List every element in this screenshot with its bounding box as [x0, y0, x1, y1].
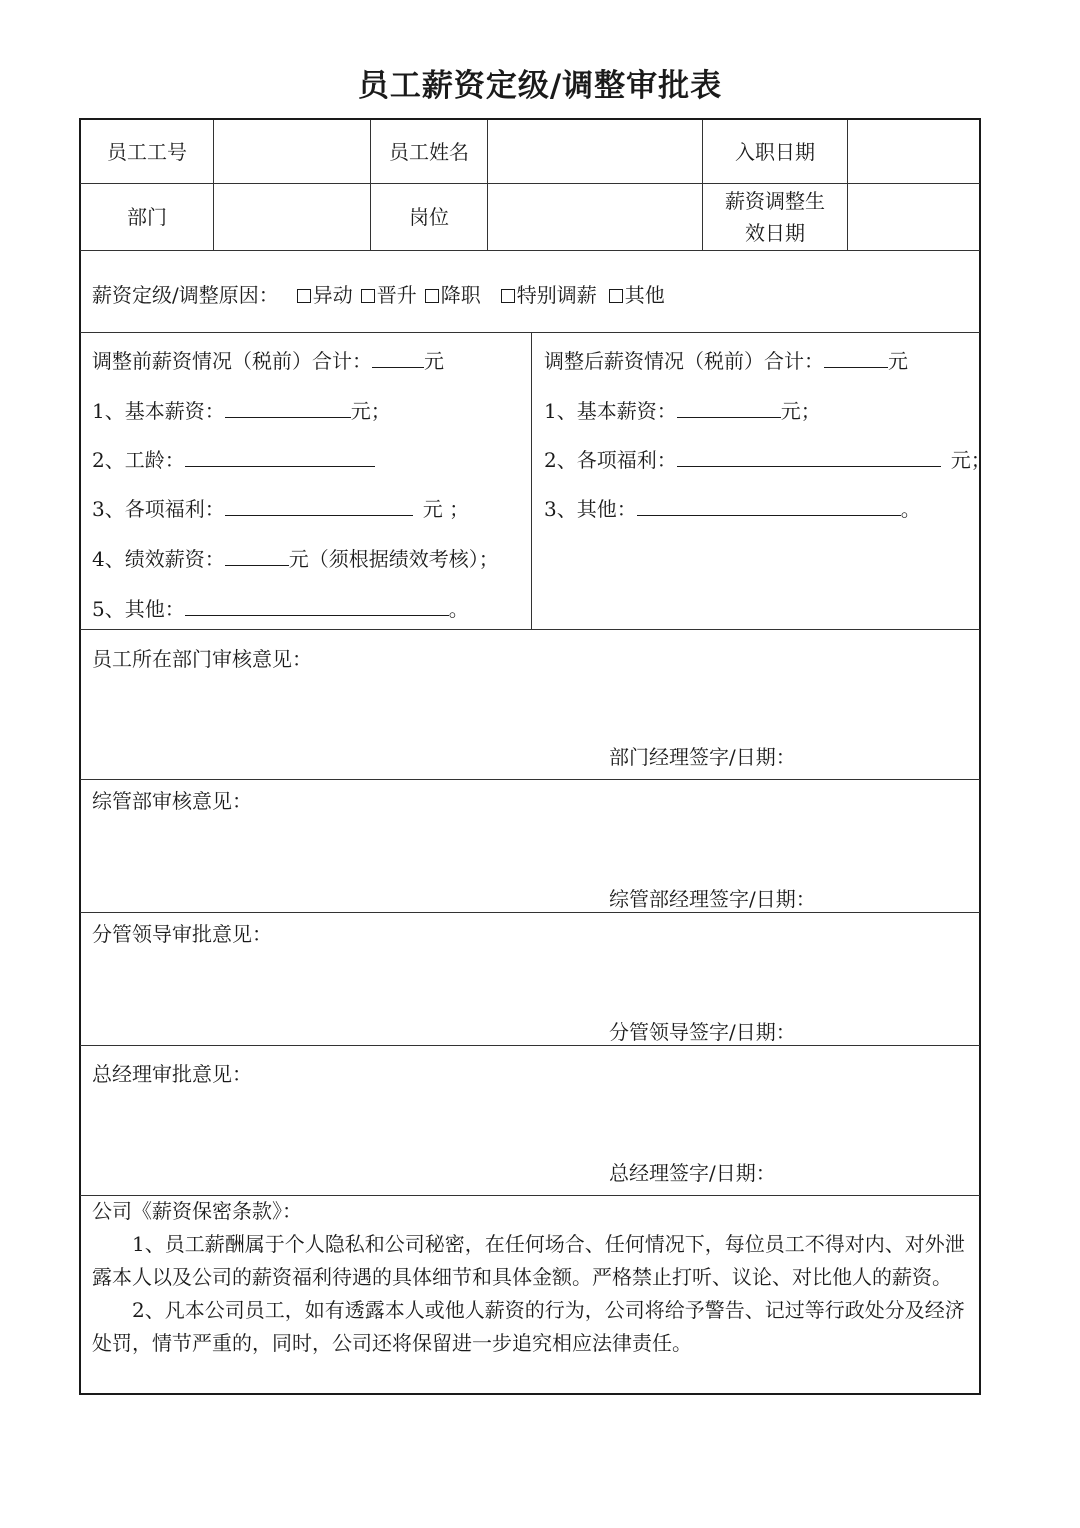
- effective-date-label-line2: 效日期: [745, 221, 805, 245]
- after-base-salary-unit: 元；: [780, 399, 821, 423]
- gm-signature-label: 总经理签字/日期：: [609, 1161, 776, 1185]
- leader-approval-area[interactable]: [81, 950, 979, 1010]
- yuan-unit: 元: [424, 349, 444, 373]
- confidentiality-clause-1: 1、员工薪酬属于个人隐私和公司秘密，在任何场合、任何情况下，每位员工不得对内、对外泄露本人以及公司的薪资福利待遇的具体细节和具体金额。严格禁止打听、议论、对比他人的薪资。: [92, 1232, 965, 1289]
- after-other-blank[interactable]: [637, 495, 901, 516]
- after-base-salary-line: [544, 395, 821, 424]
- department-label: 部门: [127, 205, 167, 229]
- after-total-label: 调整后薪资情况（税前）合计：: [544, 349, 824, 373]
- checkbox-icon: [425, 289, 439, 303]
- hire-date-field[interactable]: [848, 120, 979, 183]
- employee-id-label: 员工工号: [107, 139, 187, 164]
- effective-date-field[interactable]: [848, 184, 979, 250]
- before-other-end: 。: [448, 597, 469, 621]
- after-other-line: [544, 493, 921, 522]
- before-performance-unit: 元（须根据绩效考核）；: [288, 547, 499, 571]
- checkbox-icon: [609, 289, 623, 303]
- effective-date-label: [703, 184, 847, 250]
- before-base-salary-blank[interactable]: [225, 397, 351, 418]
- hire-date-label: 入职日期: [735, 139, 815, 164]
- gm-approval-label: 总经理审批意见：: [92, 1062, 252, 1086]
- col-divider: [531, 332, 532, 629]
- employee-name-field[interactable]: [488, 120, 702, 183]
- adjustment-reason-row: [92, 279, 673, 308]
- leader-approval-label: 分管领导审批意见：: [92, 922, 272, 946]
- before-benefits-unit: 元 ；: [422, 497, 470, 521]
- dept-manager-signature-label: 部门经理签字/日期：: [609, 745, 796, 769]
- row-divider: [80, 250, 980, 251]
- after-other-label: 3、其他：: [544, 497, 637, 521]
- before-benefits-blank[interactable]: [225, 495, 413, 516]
- before-other-blank[interactable]: [185, 595, 449, 616]
- before-performance-line: [92, 543, 499, 572]
- dept-review-label: 员工所在部门审核意见：: [92, 647, 312, 671]
- employee-name-label: 员工姓名: [389, 139, 469, 164]
- admin-review-label: 综管部审核意见：: [92, 789, 252, 813]
- adjustment-reason-label: 薪资定级/调整原因：: [92, 283, 279, 307]
- department-field[interactable]: [214, 184, 370, 250]
- after-other-end: 。: [900, 497, 921, 521]
- before-base-salary-label: 1、基本薪资：: [92, 399, 225, 423]
- after-total-blank[interactable]: [824, 347, 888, 368]
- checkbox-icon: [501, 289, 515, 303]
- checkbox-icon: [361, 289, 375, 303]
- reason-option-demotion[interactable]: 降职: [425, 283, 481, 307]
- after-base-salary-label: 1、基本薪资：: [544, 399, 677, 423]
- form-title: 员工薪资定级/调整审批表: [357, 68, 723, 104]
- reason-option-transfer[interactable]: 异动: [297, 283, 353, 307]
- gm-approval-area[interactable]: [81, 1090, 979, 1150]
- admin-review-area[interactable]: [81, 817, 979, 877]
- confidentiality-section: [92, 1195, 972, 1360]
- before-base-salary-line: [92, 395, 391, 424]
- row-divider: [80, 1045, 980, 1046]
- before-seniority-label: 2、工龄：: [92, 448, 185, 472]
- admin-manager-signature-label: 综管部经理签字/日期：: [609, 887, 816, 911]
- reason-option-promotion[interactable]: 晋升: [361, 283, 417, 307]
- before-seniority-line: [92, 444, 375, 473]
- after-base-salary-blank[interactable]: [677, 397, 781, 418]
- after-benefits-label: 2、各项福利：: [544, 448, 677, 472]
- reason-option-other[interactable]: 其他: [609, 283, 665, 307]
- row-divider: [80, 779, 980, 780]
- after-benefits-unit: 元；: [950, 448, 991, 472]
- leader-signature-label: 分管领导签字/日期：: [609, 1020, 796, 1044]
- before-performance-blank[interactable]: [225, 545, 289, 566]
- before-benefits-label: 3、各项福利：: [92, 497, 225, 521]
- checkbox-icon: [297, 289, 311, 303]
- employee-id-field[interactable]: [214, 120, 370, 183]
- after-benefits-blank[interactable]: [677, 446, 941, 467]
- row-divider: [80, 912, 980, 913]
- before-benefits-line: [92, 493, 469, 522]
- confidentiality-heading: 公司《薪资保密条款》：: [92, 1199, 302, 1223]
- position-label: 岗位: [409, 205, 449, 229]
- before-total-label: 调整前薪资情况（税前）合计：: [92, 349, 372, 373]
- before-base-salary-unit: 元；: [350, 399, 391, 423]
- effective-date-label-line1: 薪资调整生: [725, 189, 825, 213]
- row-divider: [80, 629, 980, 630]
- before-seniority-blank[interactable]: [185, 446, 375, 467]
- before-performance-label: 4、绩效薪资：: [92, 547, 225, 571]
- before-total-blank[interactable]: [372, 347, 424, 368]
- dept-review-area[interactable]: [81, 675, 979, 735]
- confidentiality-clause-2: 2、凡本公司员工，如有透露本人或他人薪资的行为，公司将给予警告、记过等行政处分及经济处罚，情节严重的，同时，公司还将保留进一步追究相应法律责任。: [92, 1298, 965, 1355]
- after-total-line: [544, 345, 908, 374]
- row-divider: [80, 332, 980, 333]
- position-field[interactable]: [488, 184, 702, 250]
- yuan-unit: 元: [888, 349, 908, 373]
- before-other-line: [92, 593, 469, 622]
- reason-option-special-raise[interactable]: 特别调薪: [501, 283, 597, 307]
- after-benefits-line: [544, 444, 991, 473]
- before-total-line: [92, 345, 444, 374]
- before-other-label: 5、其他：: [92, 597, 185, 621]
